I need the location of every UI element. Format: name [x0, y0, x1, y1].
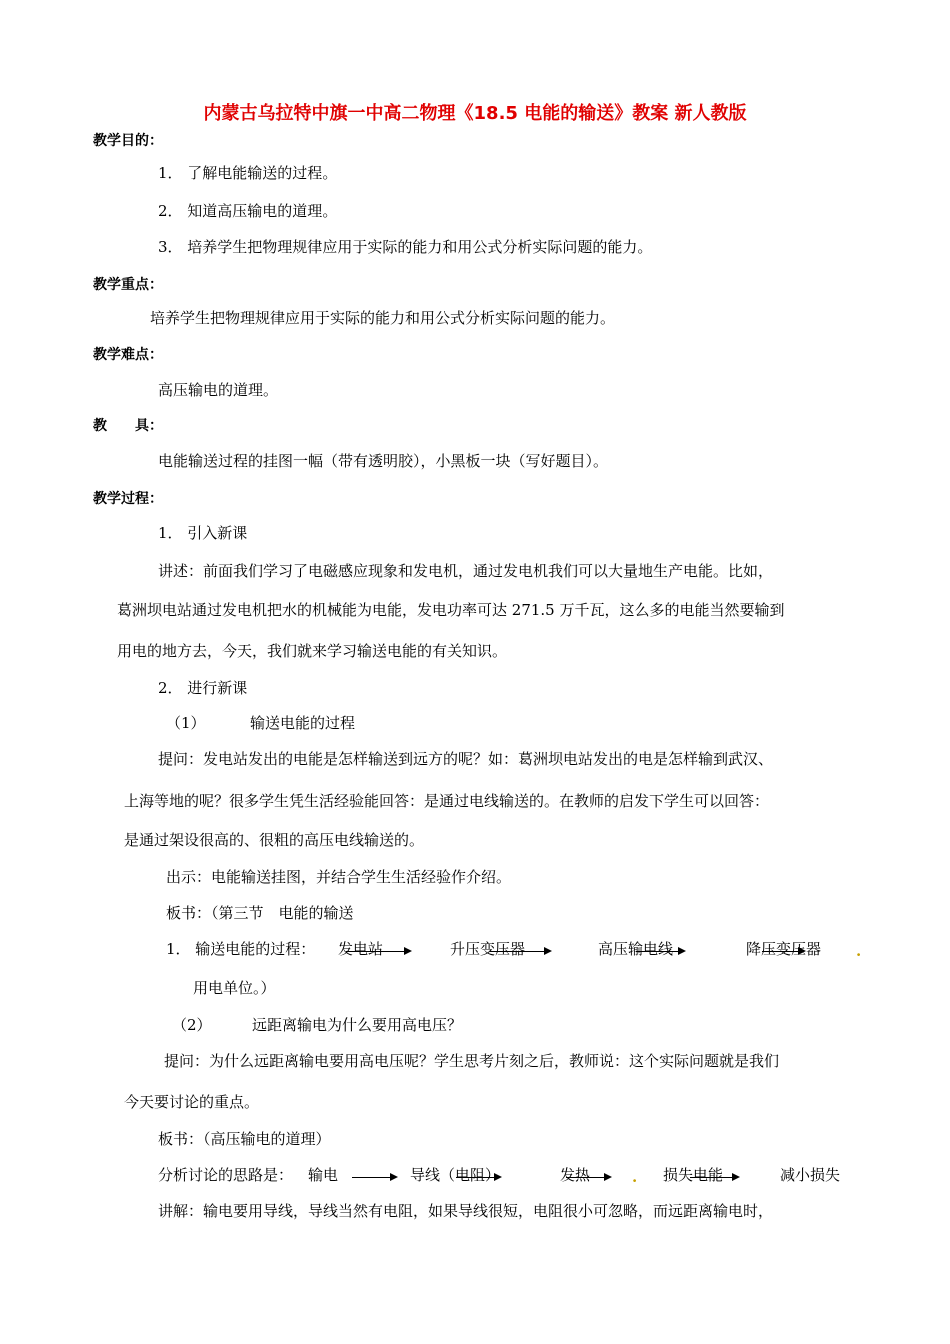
paragraph-line: 提问：发电站发出的电能是怎样输送到远方的呢？如：葛洲坝电站发出的电是怎样输到武汉、: [158, 750, 774, 768]
step-heading: 2． 进行新课: [158, 679, 248, 697]
analysis-item: 减小损失: [780, 1166, 841, 1184]
objective-item: 2． 知道高压输电的道理。: [158, 202, 338, 220]
arrow-icon: [346, 951, 410, 952]
subsection-number: （2）: [172, 1016, 212, 1034]
key-text: 培养学生把物理规律应用于实际的能力和用公式分析实际问题的能力。: [150, 309, 616, 327]
analysis-item: 导线（电阻）: [410, 1166, 501, 1184]
difficulty-heading: 教学难点：: [93, 347, 163, 363]
board-text: 板书：（高压输电的道理）: [158, 1130, 331, 1148]
key-heading: 教学重点：: [93, 277, 163, 293]
objectives-heading: 教学目的：: [93, 133, 163, 149]
flow-item: 降压变压器: [746, 940, 822, 958]
arrow-icon: [566, 1177, 610, 1178]
analysis-item: 输电: [308, 1166, 339, 1184]
subsection-number: （1）: [166, 714, 206, 732]
arrow-icon: [762, 951, 804, 952]
subsection-title: 远距离输电为什么要用高电压？: [252, 1016, 463, 1034]
document-title: 内蒙古乌拉特中旗一中高二物理《18.5 电能的输送》教案 新人教版: [203, 103, 747, 124]
dot-mark: .: [856, 942, 862, 960]
tools-text: 电能输送过程的挂图一幅（带有透明胶），小黑板一块（写好题目）。: [158, 452, 609, 470]
analysis-item: 损失电能: [663, 1166, 724, 1184]
arrow-icon: [352, 1177, 396, 1178]
paragraph-line: 今天要讨论的重点。: [124, 1093, 260, 1111]
arrow-icon: [456, 1177, 500, 1178]
paragraph-line: 讲述：前面我们学习了电磁感应现象和发电机，通过发电机我们可以大量地生产电能。比如，: [158, 562, 774, 580]
analysis-item: 发热: [560, 1166, 591, 1184]
flow-item: 升压变压器: [450, 940, 526, 958]
objective-item: 1． 了解电能输送的过程。: [158, 164, 338, 182]
arrow-icon: [636, 951, 684, 952]
flow-prefix: 1． 输送电能的过程：: [166, 940, 316, 958]
analysis-prefix: 分析讨论的思路是：: [158, 1166, 294, 1184]
flow-item: 发电站: [338, 940, 384, 958]
step-heading: 1． 引入新课: [158, 524, 248, 542]
paragraph-line: 用电的地方去，今天，我们就来学习输送电能的有关知识。: [117, 642, 508, 660]
dot-mark: .: [632, 1168, 638, 1186]
objective-item: 3． 培养学生把物理规律应用于实际的能力和用公式分析实际问题的能力。: [158, 238, 653, 256]
paragraph-line: 上海等地的呢？很多学生凭生活经验能回答：是通过电线输送的。在教师的启发下学生可以回答：: [124, 792, 770, 810]
flow-end: 用电单位。）: [193, 979, 276, 997]
arrow-icon: [490, 951, 550, 952]
difficulty-text: 高压输电的道理。: [158, 381, 279, 399]
arrow-icon: [690, 1177, 738, 1178]
process-heading: 教学过程：: [93, 491, 163, 507]
paragraph-line: 讲解：输电要用导线，导线当然有电阻，如果导线很短，电阻很小可忽略，而远距离输电时，: [158, 1202, 774, 1220]
paragraph-line: 葛洲坝电站通过发电机把水的机械能为电能，发电功率可达 271.5 万千瓦，这么多的电能当然要输到: [117, 601, 785, 619]
board-text: 板书：（第三节 电能的输送: [166, 904, 354, 922]
paragraph-line: 提问：为什么远距离输电要用高电压呢？学生思考片刻之后，教师说：这个实际问题就是我们: [164, 1052, 780, 1070]
show-text: 出示：电能输送挂图，并结合学生生活经验作介绍。: [166, 868, 512, 886]
subsection-title: 输送电能的过程: [250, 714, 356, 732]
tools-heading: 教 具：: [93, 418, 163, 434]
flow-item: 高压输电线: [598, 940, 674, 958]
paragraph-line: 是通过架设很高的、很粗的高压电线输送的。: [124, 831, 425, 849]
